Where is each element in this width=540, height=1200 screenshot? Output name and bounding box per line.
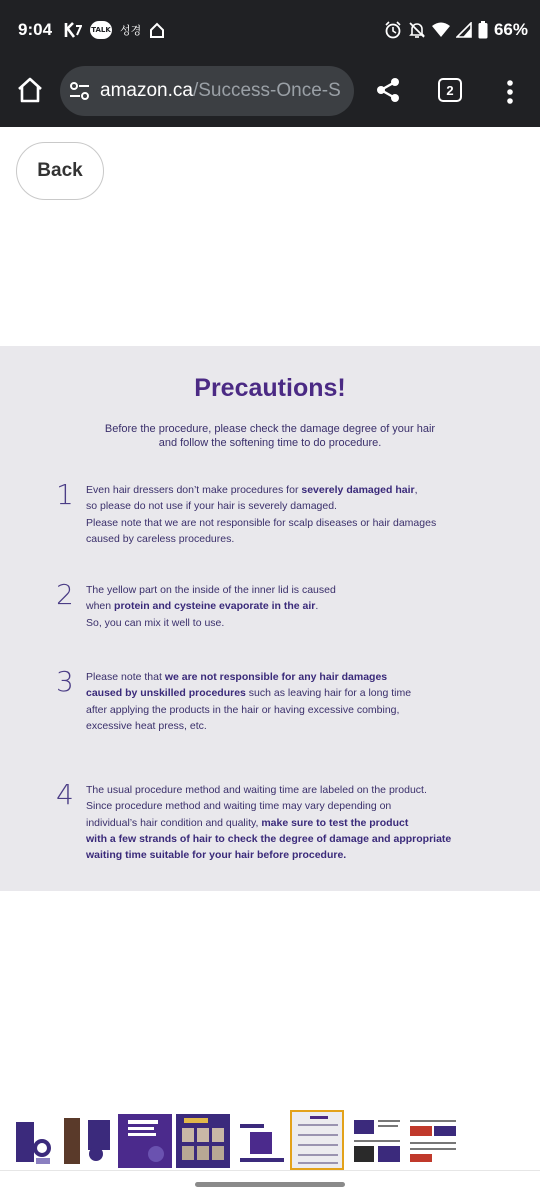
text-span: such as leaving hair for a long time (245, 687, 412, 700)
intro-line: Before the procedure, please check the damage degree of your hair (104, 423, 436, 435)
bold-span: caused by unskilled procedures (86, 687, 246, 700)
text-span: individual’s hair condition and quality, (86, 816, 262, 829)
status-bar (0, 0, 540, 62)
bold-span: severely damaged hair (301, 484, 415, 496)
item-text (86, 669, 486, 734)
panel-title: Precautions! (194, 374, 346, 402)
bold-span: we are not responsible for any hair damages (164, 671, 388, 683)
notification-icons (64, 19, 165, 41)
text-line: so please do not use if your hair is severely damaged. (86, 500, 337, 513)
talk-icon: TALK (90, 21, 112, 39)
tab-switcher-button[interactable]: 2 (438, 78, 462, 102)
thumbnail-1[interactable] (12, 1114, 66, 1168)
wifi-icon (432, 19, 450, 41)
item-number: 1 (56, 478, 74, 511)
text-line: caused by careless procedures. (86, 532, 235, 545)
text-line: The yellow part on the inside of the inner lid is caused (86, 584, 336, 596)
bold-span: waiting time suitable for your hair before procedure. (86, 849, 347, 862)
url-bar[interactable] (60, 66, 354, 116)
notifications-off-icon (408, 19, 426, 41)
gesture-navigation-handle[interactable] (195, 1182, 345, 1187)
product-image-precautions[interactable] (0, 346, 540, 891)
thumbnail-8[interactable] (406, 1114, 460, 1168)
text-span: Even hair dressers don’t make procedures for (86, 484, 302, 496)
bottom-divider (0, 1170, 540, 1171)
intro-line: and follow the softening time to do procedure. (158, 437, 382, 449)
text-line: after applying the products in the hair or having excessive combing, (86, 703, 400, 716)
url-path: /Success-Once-S (192, 80, 341, 101)
battery-percent: 66% (493, 20, 528, 39)
text-span: , (414, 484, 418, 496)
thumbnail-4[interactable] (176, 1114, 230, 1168)
text-line: So, you can mix it well to use. (86, 616, 225, 629)
k-notification-icon (64, 19, 82, 41)
text-line: excessive heat press, etc. (86, 719, 207, 732)
battery-icon (478, 19, 488, 41)
image-thumbnail-strip (0, 1108, 540, 1172)
home-outline-icon (149, 19, 165, 41)
item-text (86, 482, 486, 547)
thumbnail-7[interactable] (350, 1114, 404, 1168)
back-button[interactable]: Back (16, 142, 104, 200)
korean-app-label: 성경 (120, 24, 142, 37)
bold-span: with a few strands of hair to check the degree of damage and appropriate (86, 832, 452, 845)
overflow-menu-button[interactable] (500, 78, 520, 106)
panel-intro (80, 422, 460, 450)
signal-icon (456, 19, 472, 41)
status-time: 9:04 (18, 20, 53, 39)
item-number: 2 (56, 578, 74, 611)
text-line: The usual procedure method and waiting time are labeled on the product. (86, 784, 427, 796)
text-span: when (86, 600, 115, 613)
item-number: 4 (56, 778, 74, 811)
more-vert-icon (500, 78, 520, 106)
bold-span: protein and cysteine evaporate in the air (114, 600, 316, 613)
thumbnail-2[interactable] (60, 1114, 114, 1168)
share-icon (374, 76, 402, 104)
text-span: Please note that (86, 671, 165, 683)
text-line: Please note that we are not responsible for scalp diseases or hair damages (86, 516, 437, 529)
browser-toolbar (0, 62, 540, 127)
text-span: . (315, 600, 319, 613)
thumbnail-3[interactable] (118, 1114, 172, 1168)
alarm-icon (384, 19, 402, 41)
system-icons (384, 19, 528, 41)
home-button[interactable] (14, 74, 46, 106)
home-icon (14, 74, 46, 106)
item-number: 3 (56, 665, 74, 698)
site-settings-icon[interactable] (68, 79, 92, 103)
url-domain: amazon.ca (100, 80, 193, 101)
thumbnail-5[interactable] (234, 1114, 288, 1168)
thumbnail-6-selected[interactable] (290, 1110, 344, 1170)
url-text[interactable] (100, 80, 341, 102)
item-text (86, 782, 486, 863)
share-button[interactable] (374, 76, 402, 104)
item-text (86, 582, 486, 631)
bold-span: make sure to test the product (261, 816, 409, 829)
text-line: Since procedure method and waiting time may vary depending on (86, 800, 392, 813)
